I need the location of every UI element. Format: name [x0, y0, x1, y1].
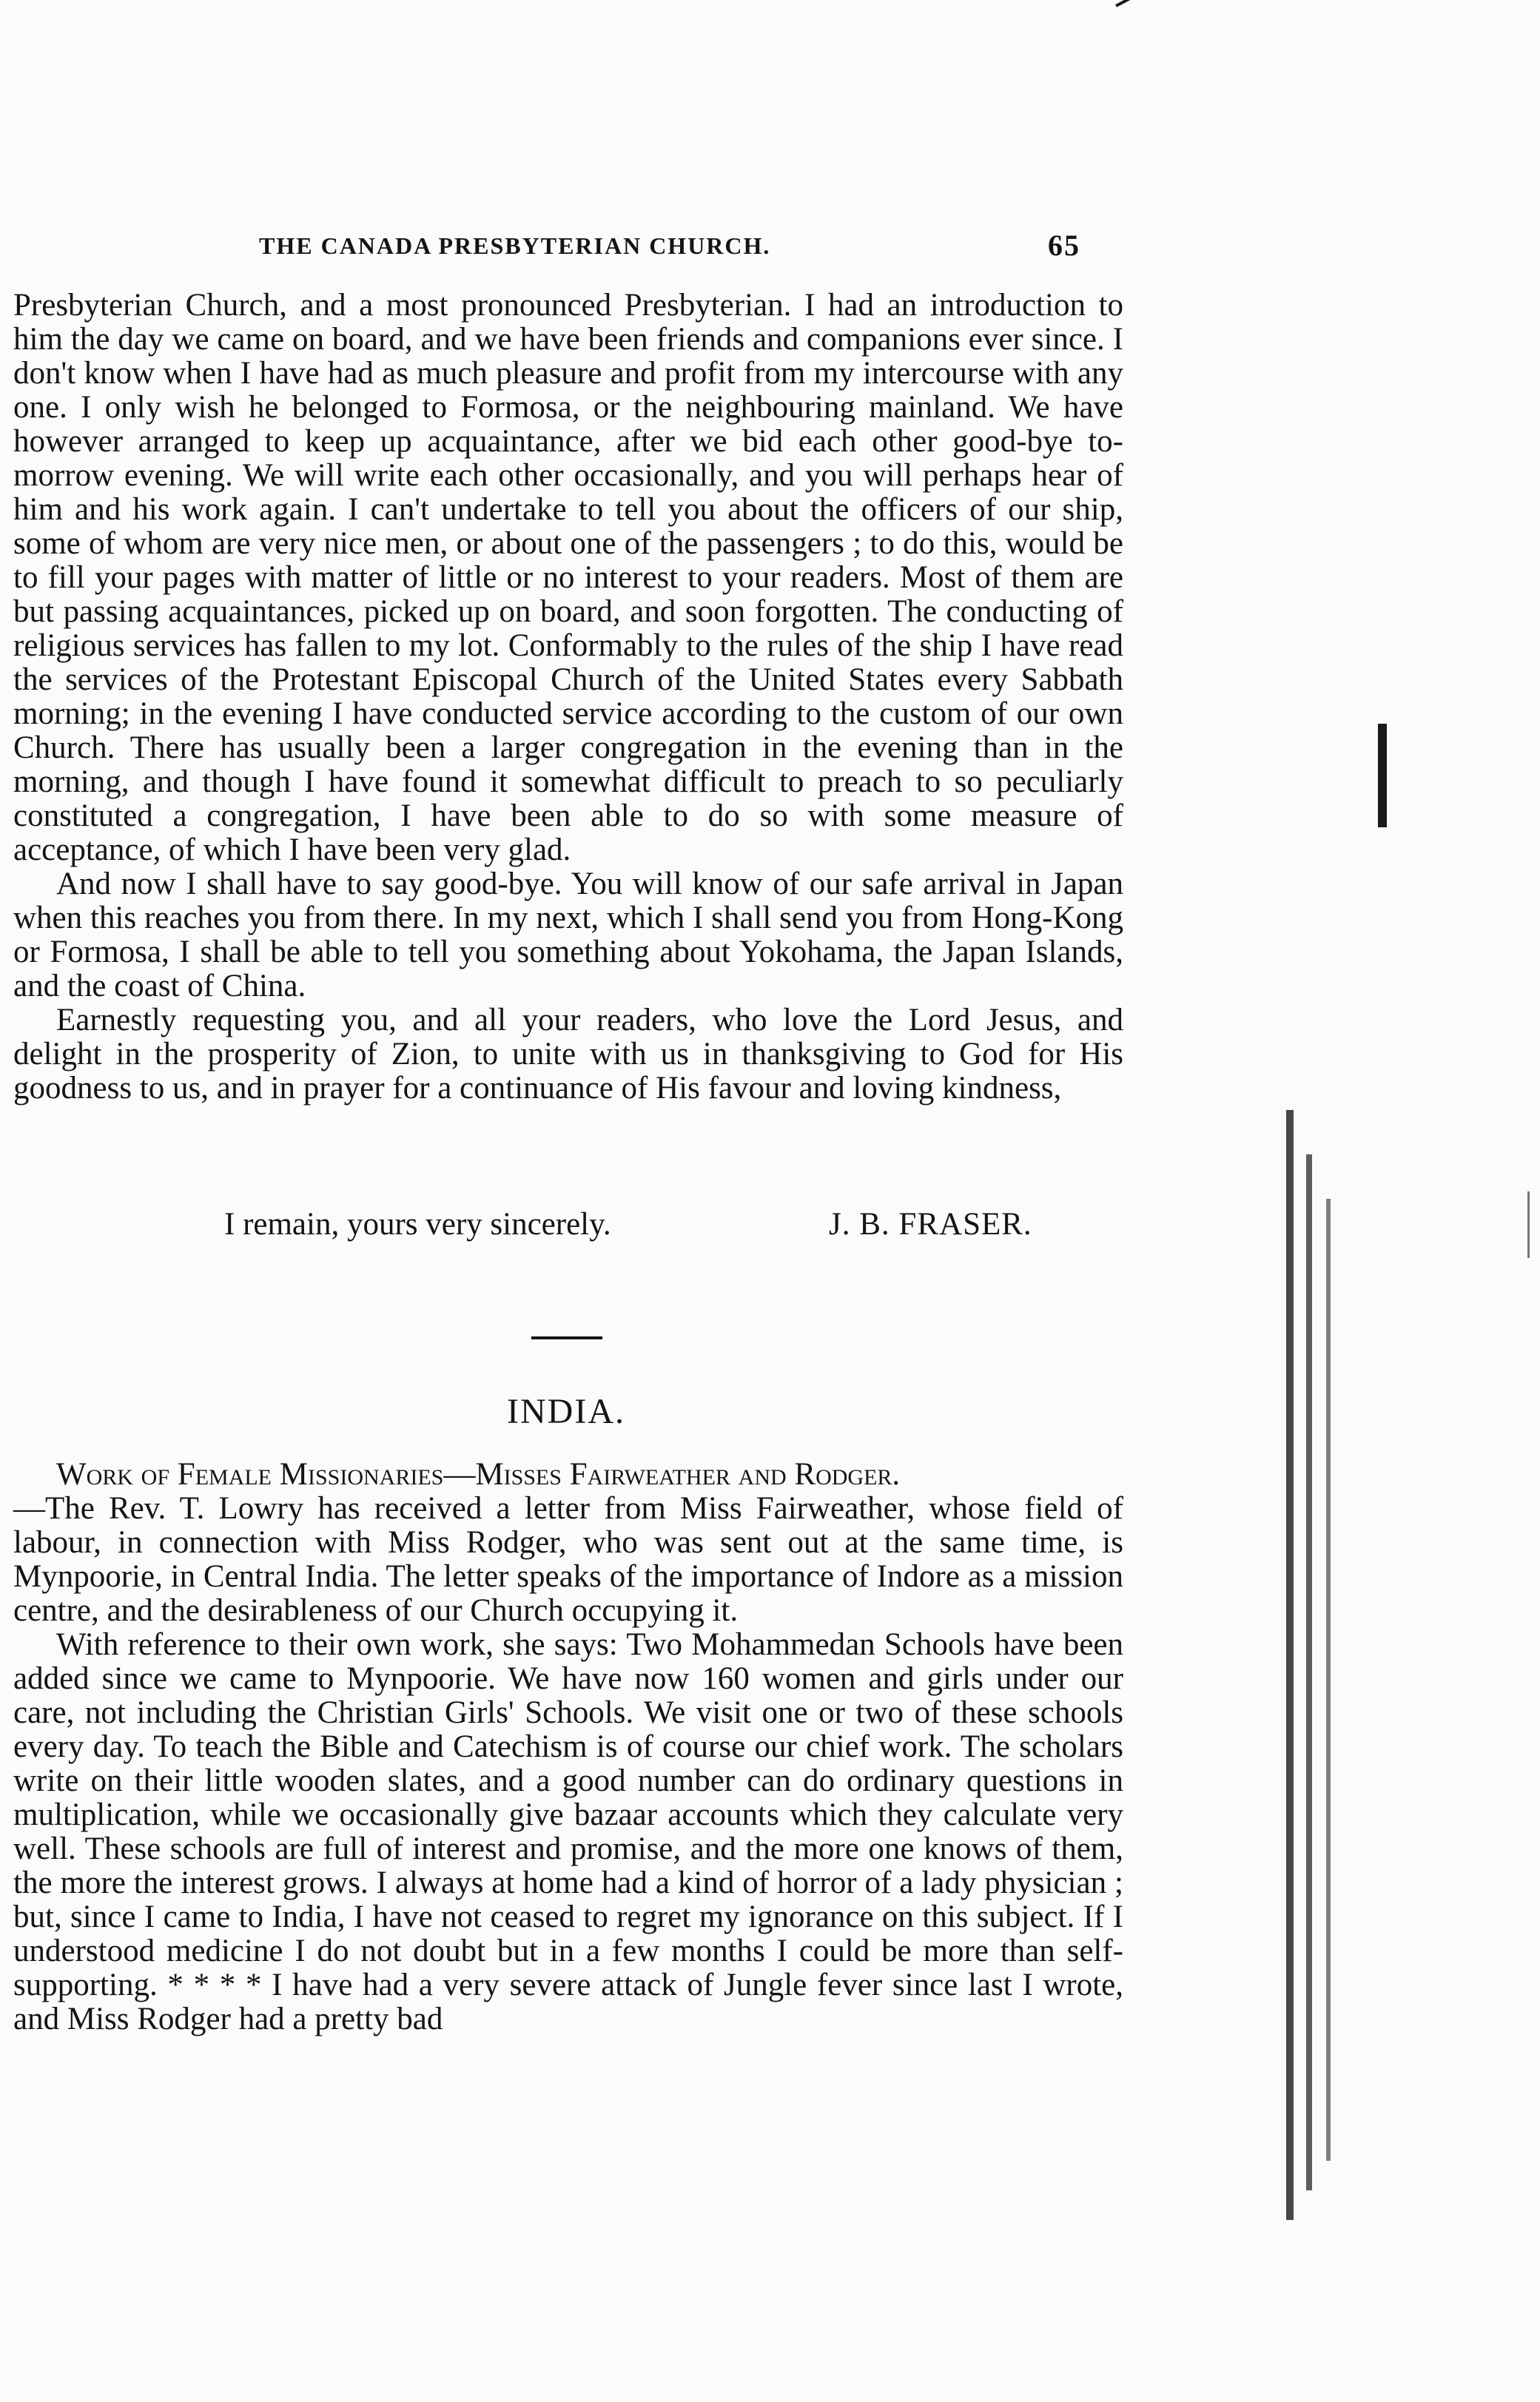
scan-mark	[1115, 0, 1146, 7]
scan-mark	[1306, 1154, 1312, 2190]
letter-closing-line	[13, 1208, 1123, 1242]
letter-paragraph-2: And now I shall have to say good-bye. You will know of our safe arrival in Japan when this reaches you from there. In my next, which I shall send you from Hong-Kong or Formosa, I shall be able to tell you something about Yokohama, the Japan Islands, and the coast of China.	[13, 867, 1123, 1003]
closing-phrase: I remain, yours very sincerely.	[224, 1207, 611, 1242]
scan-mark	[1326, 1199, 1331, 2161]
india-body	[13, 1458, 1123, 2036]
letter-body	[13, 289, 1123, 1106]
signature: J. B. FRASER.	[829, 1207, 1032, 1242]
section-title: INDIA.	[507, 1392, 625, 1431]
india-paragraph-2: With reference to their own work, she says: Two Mohammedan Schools have been added since we came to Mynpoorie. We have now 160 women and girls under our care, not including the Christian Girls' Schools. We visit one or two of these schools every day. To teach the Bible and Catechism is of course our chief work. The scholars write on their little wooden slates, and a good number can do ordinary questions in multiplication, while we occasionally give bazaar accounts which they calculate very well. These schools are full of interest and promise, and the more one knows of them, the more the interest grows. I always at home had a kind of horror of a lady physician ; but, since I came to India, I have not ceased to regret my ignorance on this subject. If I understood medicine I do not doubt but in a few months I could be more than self-supporting. * * * * I have had a very severe attack of Jungle fever since last I wrote, and Miss Rodger had a pretty bad	[13, 1627, 1123, 2036]
section-divider	[531, 1336, 602, 1339]
scan-mark	[1286, 1110, 1294, 2220]
scan-mark	[1378, 724, 1387, 827]
article-subheading: Work of Female Missionaries—Misses Fairweather and Rodger.	[56, 1457, 901, 1492]
running-header	[259, 228, 1080, 266]
running-title: THE CANADA PRESBYTERIAN CHURCH.	[259, 232, 771, 259]
letter-paragraph-1: Presbyterian Church, and a most pronounced Presbyterian. I had an introduction to him the day we came on board, and we have been friends and companions ever since. I don't know when I have had as much pleasure and profit from my intercourse with any one. I only wish he belonged to Formosa, or the neighbouring mainland. We have however arranged to keep up acquaintance, after we bid each other good-bye to-morrow evening. We will write each other occasionally, and you will perhaps hear of him and his work again. I can't undertake to tell you about the officers of our ship, some of whom are very nice men, or about one of the passengers ; to do this, would be to fill your pages with matter of little or no interest to your readers. Most of them are but passing acquaintances, picked up on board, and soon forgotten. The conducting of religious services has fallen to my lot. Conformably to the rules of the ship I have read the services of the Protestant Episcopal Church of the United States every Sabbath morning; in the evening I have conducted service according to the custom of our own Church. There has usually been a larger congregation in the evening than in the morning, and though I have found it somewhat difficult to preach to so peculiarly constituted a congregation, I have been able to do so with some measure of acceptance, of which I have been very glad.	[13, 288, 1123, 867]
letter-paragraph-3: Earnestly requesting you, and all your readers, who love the Lord Jesus, and delight in the prosperity of Zion, to unite with us in thanksgiving to God for His goodness to us, and in prayer for a continuance of His favour and loving kindness,	[13, 1003, 1123, 1106]
page-number: 65	[1048, 229, 1080, 262]
scan-mark	[1527, 1191, 1530, 1258]
india-paragraph-1: —The Rev. T. Lowry has received a letter from Miss Fairweather, whose field of labour, in connection with Miss Rodger, who was sent out at the same time, is Mynpoorie, in Central India. The letter speaks of the importance of Indore as a mission centre, and the desirableness of our Church occupying it.	[13, 1491, 1123, 1628]
